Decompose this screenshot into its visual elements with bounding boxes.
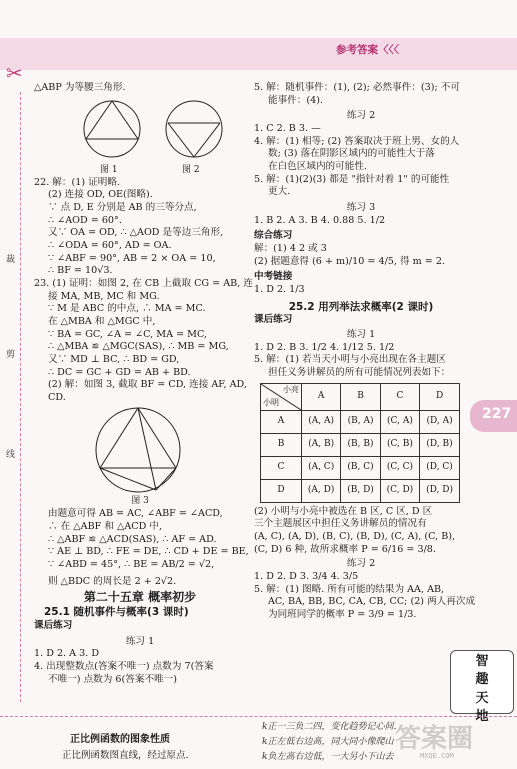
footer-rhyme-line: k负左高右边低，一大另小下山去: [262, 752, 394, 762]
table-cell: (C, A): [380, 410, 419, 433]
text-line: 4. 解：(1) 相等; (2) 答案取决于班上男、女的人: [254, 135, 460, 147]
table-col-header: D: [420, 383, 460, 410]
text-line: 1. D 2. D 3. 3/4 4. 3/5: [254, 570, 359, 582]
table-row: [261, 433, 460, 456]
fig3-caption: 图 3: [131, 496, 149, 507]
side-label-cut: 裁: [6, 255, 16, 265]
text-line: 担任义务讲解员的所有可能情况列表如下：: [268, 366, 451, 378]
text-line: 23. (1) 证明：如图 2, 在 CB 上截取 CG = AB, 连: [34, 277, 253, 289]
practice-label: 练习 3: [346, 201, 376, 213]
sub-heading: 课后练习: [34, 619, 73, 631]
table-cell: (B, A): [341, 410, 380, 433]
practice-label: 练习 2: [346, 110, 376, 122]
footer-rhyme-line: k正一三负二四，变化趋势记心间．: [262, 722, 403, 732]
table-col-header: B: [341, 383, 380, 410]
text-line: 5. 解：(1) 若当天小明与小亮出现在各主题区: [254, 354, 446, 366]
table-cell: (B, B): [341, 433, 380, 456]
table-row-header: B: [261, 433, 302, 456]
text-line: 22. 解：(1) 证明略.: [34, 176, 120, 188]
practice-label: 练习 1: [125, 635, 155, 647]
figures-1-2: [34, 97, 246, 165]
table-cell: (C, B): [380, 433, 419, 456]
sub-heading: 中考链接: [254, 271, 293, 283]
table-col-header: C: [380, 383, 419, 410]
table-cell: (D, B): [420, 433, 460, 456]
text-line: ∴ ∠ODA = 60°, AD = OA.: [48, 239, 172, 251]
corner-top: 小亮: [283, 384, 299, 394]
text-line: 由题意可得 AB = AC, ∠ABF = ∠ACD,: [48, 508, 223, 520]
table-cell: (D, A): [420, 410, 460, 433]
circle-figures: [34, 97, 246, 165]
text-line: △ABP 为等腰三角形.: [34, 82, 126, 93]
side-label-cut2: 剪: [6, 350, 16, 360]
watermark-url: MXQE.COM: [420, 752, 454, 760]
text-line: ∵ ∠ABD = 45°, ∴ BE = AB/2 = √2,: [48, 558, 215, 570]
text-line: (C, D) 6 种, 故所求概率 P = 6/16 = 3/8.: [254, 543, 436, 555]
side-label-line: 线: [6, 450, 16, 460]
text-line: 1. B 2. A 3. B 4. 0.88 5. 1/2: [254, 214, 386, 226]
section-title: 25.1 随机事件与概率(3 课时): [44, 606, 189, 619]
text-line: ∴ DC = GC + GD = AB + BD.: [48, 366, 191, 378]
text-line: ∴ △ABF ≌ △ACD(SAS), ∴ AF = AD.: [48, 533, 217, 545]
text-line: 又∵ MD ⊥ BC, ∴ BD = GD,: [48, 353, 180, 365]
text-line: 1. C 2. B 3. —: [254, 122, 321, 134]
table-col-header: A: [302, 383, 341, 410]
right-column: [254, 82, 476, 622]
watermark: 答案圈: [395, 724, 474, 754]
table-cell: (A, C): [302, 456, 341, 479]
text-line: 在白色区域内的可能性.: [268, 160, 367, 172]
page-number: 227: [482, 406, 512, 422]
text-line: (A, C), (A, D), (B, C), (B, D), (C, A), (C, B),: [254, 530, 456, 542]
text-line: ∵ BA = GC, ∠A = ∠C, MA = MC,: [48, 328, 208, 340]
footer-subtitle: 正比例函数图直线，经过原点．: [62, 750, 196, 761]
table-cell: (A, D): [302, 479, 341, 502]
badge-char: 天: [475, 690, 489, 706]
text-line: 1. D 2. A 3. D: [34, 648, 100, 660]
table-cell: (A, A): [302, 410, 341, 433]
text-line: 接 MA, MB, MC 和 MG.: [48, 290, 160, 302]
text-line: 1. D 2. 1/3: [254, 283, 305, 295]
text-line: ∵ AE ⊥ BD, ∴ FE = DE, ∴ CD + DE = BE,: [48, 546, 249, 558]
chapter-title: 第二十五章 概率初步: [83, 590, 197, 605]
text-line: CD.: [48, 391, 66, 403]
text-line: 更大.: [268, 186, 291, 198]
text-line: 三个主题展区中担任义务讲解员的情况有: [254, 518, 427, 530]
footer-title: 正比例函数的图象性质: [70, 734, 170, 745]
practice-label: 练习 1: [346, 329, 376, 341]
text-line: 数; (3) 落在阴影区域内的可能性大于落: [268, 148, 435, 160]
text-line: 解：(1) 4 2 或 3: [254, 242, 327, 254]
left-column: [34, 82, 253, 686]
table-cell: (D, D): [420, 479, 460, 502]
table-row-header: D: [261, 479, 302, 502]
text-line: ∵ 点 D, E 分别是 AB 的三等分点,: [48, 201, 197, 213]
text-line: 不唯一) 点数为 6(答案不唯一): [48, 673, 177, 685]
text-line: (2) 连接 OD, OE(图略).: [48, 189, 153, 201]
circle-figure-3: [34, 404, 246, 496]
header-band: [0, 38, 517, 70]
text-line: 为同班同学的概率 P = 3/9 = 1/3.: [268, 608, 417, 620]
text-line: ∴ BF = 10√3.: [48, 265, 113, 277]
table-cell: (C, C): [380, 456, 419, 479]
figure-captions: [34, 165, 246, 177]
text-line: 能事件：(4).: [268, 94, 324, 106]
text-line: (2) 据题意得 (6 + m)/10 = 4/5, 得 m = 2.: [254, 255, 446, 267]
table-row: [261, 456, 460, 479]
table-cell: (C, D): [380, 479, 419, 502]
corner-bottom: 小明: [263, 398, 279, 408]
scissors-icon: ✂: [6, 61, 23, 85]
badge-char: 地: [475, 708, 489, 724]
sub-heading: 综合练习: [254, 230, 293, 242]
text-line: 5. 解：(1)(2)(3) 都是 "指针对着 1" 的可能性: [254, 173, 450, 185]
badge-char: 趣: [475, 672, 489, 688]
figure-3: [34, 404, 246, 496]
table-row-header: C: [261, 456, 302, 479]
text-line: 则 △BDC 的周长是 2 + 2√2.: [48, 575, 177, 587]
table-header-row: [261, 383, 460, 410]
section-title: 25.2 用列举法求概率(2 课时): [288, 300, 434, 313]
text-line: (2) 解：如图 3, 截取 BF = CD, 连接 AF, AD,: [48, 379, 247, 391]
fig2-caption: 图 2: [182, 164, 200, 175]
table-corner: [261, 383, 302, 410]
badge-char: 智: [475, 654, 489, 669]
sub-heading: 课后练习: [254, 314, 293, 326]
header-title: 参考答案〈〈〈: [336, 44, 399, 56]
fig1-caption: 图 1: [100, 164, 118, 175]
table-cell: (B, D): [341, 479, 380, 502]
text-line: 4. 出现整数点(答案不唯一) 点数为 7(答案: [34, 660, 214, 672]
text-line: 5. 解：(1) 图略. 所有可能的结果为 AA, AB,: [254, 583, 445, 595]
table-row: [261, 479, 460, 502]
table-row: [261, 410, 460, 433]
table-cell: (A, B): [302, 433, 341, 456]
text-line: ∴ △MBA ≌ △MGC(SAS), ∴ MB = MG,: [48, 341, 229, 353]
text-line: ∴ 在 △ABF 和 △ACD 中,: [48, 521, 163, 532]
text-line: ∵ ∠ABF = 90°, AB = 2 × OA = 10,: [48, 252, 216, 264]
table-cell: (B, C): [341, 456, 380, 479]
text-line: 1. D 2. B 3. 1/2 4. 1/12 5. 1/2: [254, 341, 395, 353]
table-row-header: A: [261, 410, 302, 433]
text-line: (2) 小明与小亮中被选在 B 区, C 区, D 区: [254, 505, 433, 517]
text-line: 5. 解：随机事件：(1), (2); 必然事件：(3); 不可: [254, 82, 460, 93]
text-line: ∵ M 是 ABC 的中点, ∴ MA = MC.: [48, 303, 206, 315]
text-line: AC, BA, BB, BC, CA, CB, CC; (2) 两人再次成: [268, 596, 476, 608]
footer-rhyme-line: k正左低右边高，同大同小像爬山: [262, 737, 394, 747]
text-line: ∴ ∠AOD = 60°.: [48, 214, 122, 226]
practice-label: 练习 2: [346, 558, 376, 570]
text-line: 在 △MBA 和 △MGC 中,: [48, 315, 156, 327]
cartoon-badge: [450, 650, 514, 724]
table-cell: (D, C): [420, 456, 460, 479]
outcome-table: [260, 383, 460, 503]
cut-line: [20, 92, 21, 702]
text-line: 又∵ OA = OD, ∴ △AOD 是等边三角形,: [48, 227, 224, 239]
